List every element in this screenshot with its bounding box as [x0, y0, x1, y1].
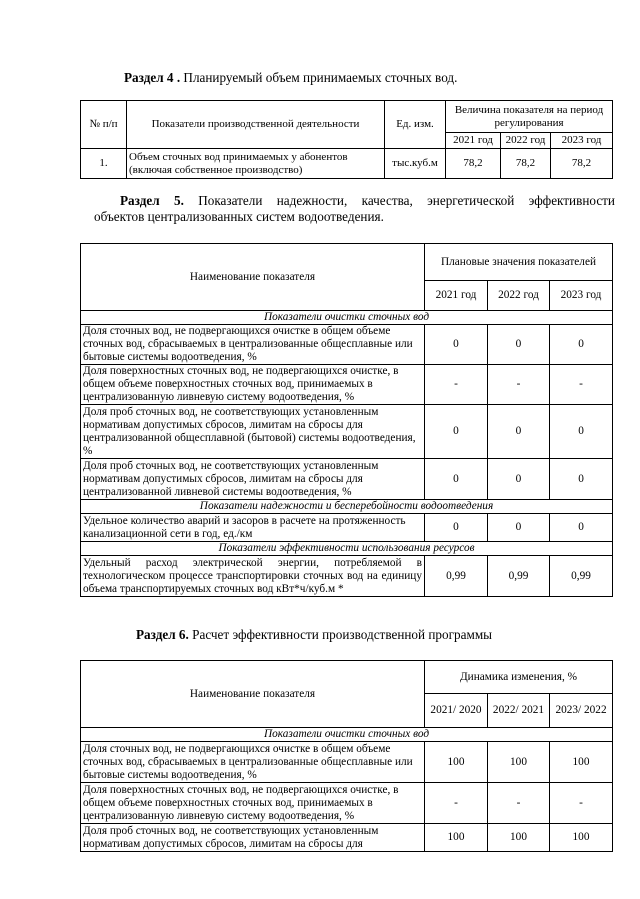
row-value: 0: [488, 405, 550, 459]
row-name: Доля проб сточных вод, не соответствующих установленным нормативам допустимых сбросов, лимитам на сбросы для централизованной общесплавной (бытовой) системы водоотведения, %: [81, 405, 425, 459]
row-value: 78,2: [551, 149, 613, 179]
row-name: Доля проб сточных вод, не соответствующих установленным нормативам допустимых сбросов, лимитам на сбросы для: [81, 824, 425, 852]
year-header: 2021 год: [425, 281, 488, 311]
table-row: [81, 824, 613, 852]
row-value: -: [425, 365, 488, 405]
group-title: Показатели надежности и бесперебойности водоотведения: [81, 500, 613, 514]
row-name: Доля поверхностных сточных вод, не подвергающихся очистке, в общем объеме поверхностных сточных вод, принимаемых в централизованную ливневую систему водоотведения, %: [81, 365, 425, 405]
period-header: 2021/ 2020: [425, 694, 488, 728]
row-value: 78,2: [446, 149, 501, 179]
row-value: 0: [488, 325, 550, 365]
row-value: -: [425, 783, 488, 824]
table-row: [81, 556, 613, 597]
row-value: 78,2: [501, 149, 551, 179]
period-header: 2022/ 2021: [488, 694, 550, 728]
year-header: 2023 год: [550, 281, 613, 311]
row-num: 1.: [81, 149, 127, 179]
row-value: 0,99: [425, 556, 488, 597]
row-value: 100: [550, 824, 613, 852]
row-value: 100: [488, 824, 550, 852]
row-value: 0: [488, 459, 550, 500]
group-title: Показатели эффективности использования ресурсов: [81, 542, 613, 556]
col-header-unit: Ед. изм.: [385, 101, 446, 149]
period-header: 2023/ 2022: [550, 694, 613, 728]
row-value: -: [488, 783, 550, 824]
section4-heading: Раздел 4 . Планируемый объем принимаемых сточных вод.: [124, 70, 458, 85]
row-value: 0: [425, 459, 488, 500]
table-row: [81, 459, 613, 500]
table-row: [81, 783, 613, 824]
year-header: 2022 год: [488, 281, 550, 311]
row-value: 0: [425, 405, 488, 459]
row-name: Удельное количество аварий и засоров в расчете на протяженность канализационной сети в год, ед./км: [81, 514, 425, 542]
row-value: 100: [425, 824, 488, 852]
row-value: 0: [550, 405, 613, 459]
col-header-indicator: Наименование показателя: [81, 661, 425, 728]
row-value: 0,99: [550, 556, 613, 597]
table-row: [81, 365, 613, 405]
table-row: [81, 514, 613, 542]
table-row: [81, 742, 613, 783]
row-value: 0: [425, 514, 488, 542]
row-unit: тыс.куб.м: [385, 149, 446, 179]
row-value: 100: [488, 742, 550, 783]
row-name: Доля поверхностных сточных вод, не подвергающихся очистке, в общем объеме поверхностных сточных вод, принимаемых в централизованную ливневую систему водоотведения, %: [81, 783, 425, 824]
row-value: 0: [425, 325, 488, 365]
efficiency-table: [80, 660, 613, 852]
row-value: -: [550, 365, 613, 405]
row-name: Доля проб сточных вод, не соответствующих установленным нормативам допустимых сбросов, лимитам на сбросы для централизованной ливневой системы водоотведения, %: [81, 459, 425, 500]
table-row: [81, 149, 613, 179]
row-indicator: Объем сточных вод принимаемых у абонентов (включая собственное производство): [127, 149, 385, 179]
group-title: Показатели очистки сточных вод: [81, 728, 613, 742]
col-header-value: Величина показателя на период регулирования: [446, 101, 613, 133]
row-value: -: [550, 783, 613, 824]
row-name: Доля сточных вод, не подвергающихся очистке в общем объеме сточных вод, сбрасываемых в централизованные общесплавные или бытовые системы водоотведения, %: [81, 325, 425, 365]
row-value: 100: [425, 742, 488, 783]
group-title: Показатели очистки сточных вод: [81, 311, 613, 325]
col-header-dynamics: Динамика изменения, %: [425, 661, 613, 694]
row-value: 0: [550, 459, 613, 500]
year-header: 2023 год: [551, 133, 613, 149]
col-header-indicator: Показатели производственной деятельности: [127, 101, 385, 149]
section6-heading: Раздел 6. Расчет эффективности производственной программы: [136, 627, 493, 642]
row-value: 0: [550, 325, 613, 365]
row-value: 0: [550, 514, 613, 542]
row-value: -: [488, 365, 550, 405]
section5-heading: Раздел 5. Показатели надежности, качества, энергетической эффективности объектов централизованных систем водоотведения.: [94, 193, 615, 224]
planned-volume-table: [80, 100, 613, 179]
col-header-indicator: Наименование показателя: [81, 244, 425, 311]
year-header: 2022 год: [501, 133, 551, 149]
table-row: [81, 325, 613, 365]
row-value: 0: [488, 514, 550, 542]
row-value: 0,99: [488, 556, 550, 597]
year-header: 2021 год: [446, 133, 501, 149]
table-row: [81, 405, 613, 459]
reliability-indicators-table: [80, 243, 613, 597]
row-name: Удельный расход электрической энергии, потребляемой в технологическом процессе транспортировки сточных вод на единицу объема транспортируемых сточных вод кВт*ч/куб.м *: [81, 556, 425, 597]
col-header-num: № п/п: [81, 101, 127, 149]
row-name: Доля сточных вод, не подвергающихся очистке в общем объеме сточных вод, сбрасываемых в централизованные общесплавные или бытовые системы водоотведения, %: [81, 742, 425, 783]
row-value: 100: [550, 742, 613, 783]
col-header-plan: Плановые значения показателей: [425, 244, 613, 281]
